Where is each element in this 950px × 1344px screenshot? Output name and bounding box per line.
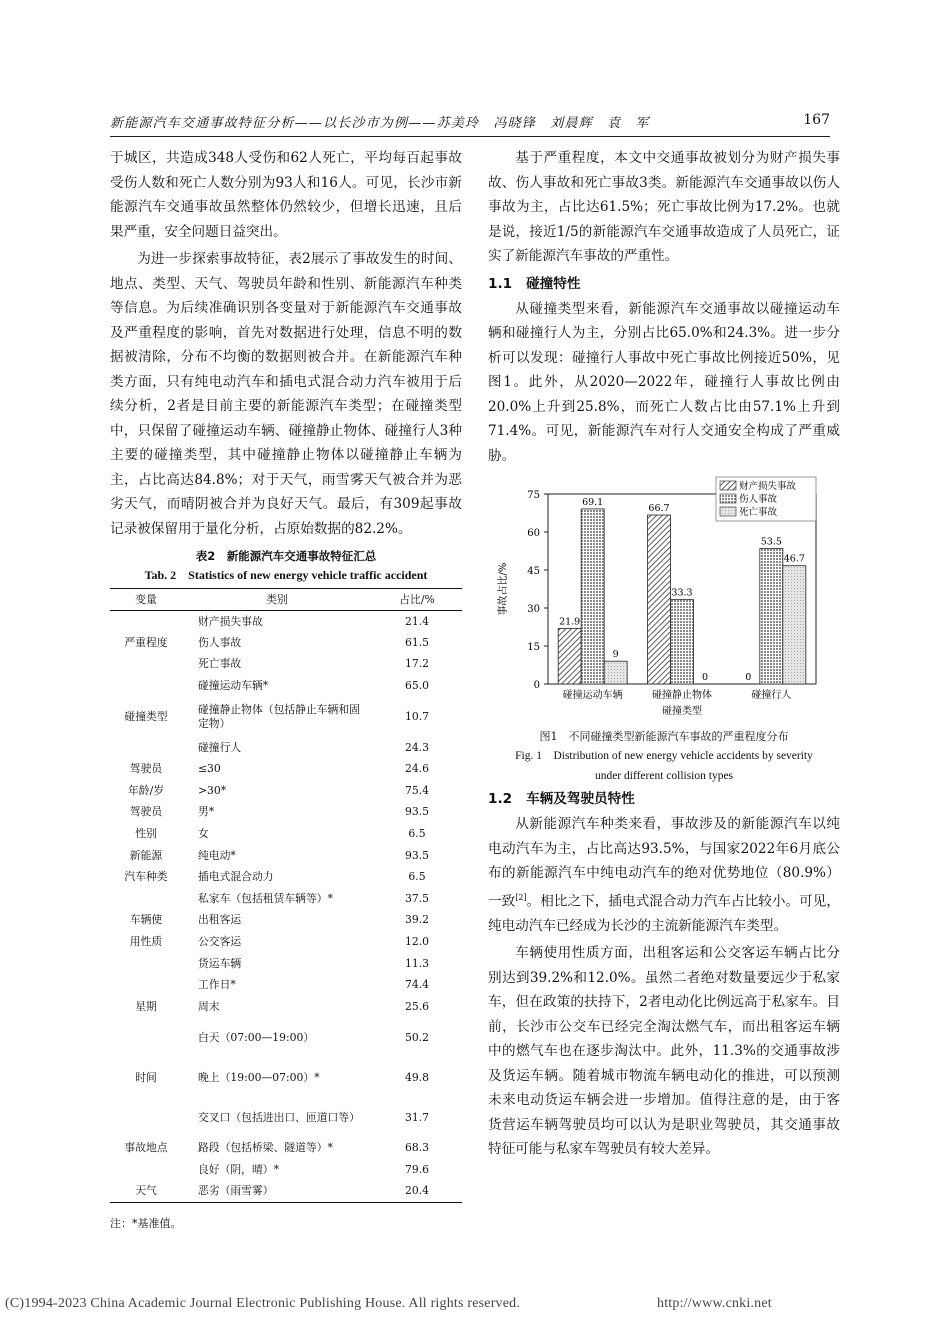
header-rule <box>110 136 830 137</box>
table-row <box>110 758 462 780</box>
right-paragraph-4: 车辆使用性质方面，出租客运和公交客运车辆占比分别达到39.2%和12.0%。虽然二者绝对数量要远少于私家车，但在政策的扶持下，2者电动化比例远高于私家车。目前，长沙市公交车已经完全淘汰燃气车，而出租客运车辆中的燃气车也在逐步淘汰中。此外，11.3%的交通事故涉及货运车辆。随着城市物流车辆电动化的推进，可以预测未来电动货运车辆会进一步增加。值得注意的是，由于客货营运车辆驾驶员均可以认为是职业驾驶员，其交通事故特征可能与私家车驾驶员有较大差异。 <box>488 945 840 1158</box>
page-number: 167 <box>803 112 830 128</box>
table-row <box>110 996 462 1018</box>
table-cell-variable: 严重程度 <box>124 635 168 649</box>
legend-label: 死亡事故 <box>739 507 778 518</box>
table-cell-percent: 75.4 <box>404 783 430 797</box>
table-cell-category: >30* <box>198 783 227 797</box>
table-cell-category: 私家车（包括租赁车辆等）* <box>198 891 333 905</box>
table-cell-variable: 用性质 <box>129 935 163 949</box>
table-cell-variable: 驾驶员 <box>129 762 163 776</box>
y-axis-label: 事故占比/% <box>498 562 509 616</box>
table-cell-category: 路段（包括桥梁、隧道等）* <box>198 1141 333 1155</box>
table-row <box>110 802 462 824</box>
left-column <box>110 146 462 1231</box>
header-percent: 占比/% <box>372 589 462 611</box>
table-cell-percent: 37.5 <box>404 891 430 905</box>
x-tick-label: 碰撞静止物体 <box>652 690 712 701</box>
table-row <box>110 866 462 888</box>
y-tick-label: 0 <box>533 680 540 691</box>
paragraph-text: 。相比之下，插电式混合动力汽车占比较小。可见，纯电动汽车已经成为长沙的主流新能源汽车类型。 <box>488 893 841 934</box>
section-1-2-heading <box>488 787 840 811</box>
header-variable: 变量 <box>110 589 182 611</box>
table-cell-percent: 74.4 <box>404 978 430 992</box>
table-cell-variable: 时间 <box>135 1070 157 1084</box>
table-cell-variable <box>110 611 182 633</box>
table-cell-percent: 10.7 <box>404 709 430 723</box>
bar <box>604 661 627 684</box>
right-column <box>488 146 840 1165</box>
table-cell-category: 男* <box>198 805 215 819</box>
table-row <box>110 780 462 802</box>
table-cell-category: 碰撞运动车辆* <box>198 679 269 693</box>
table-row <box>110 737 462 759</box>
table-cell-variable: 新能源 <box>129 848 163 862</box>
table-cell-variable: 事故地点 <box>124 1141 168 1155</box>
table-cell-percent: 79.6 <box>404 1162 430 1176</box>
table-cell-variable <box>110 675 182 697</box>
table-cell-variable <box>110 737 182 759</box>
table-cell-percent: 93.5 <box>404 805 430 819</box>
bar <box>671 600 694 684</box>
table-cell-category: 财产损失事故 <box>198 614 263 628</box>
bar-data-label: 0 <box>701 672 709 683</box>
y-tick-label: 45 <box>527 566 540 577</box>
bar <box>581 509 604 684</box>
table-row <box>110 697 462 737</box>
table-cell-percent: 12.0 <box>404 935 430 949</box>
table-cell-variable: 驾驶员 <box>129 805 163 819</box>
table-row <box>110 632 462 654</box>
table-cell-percent: 65.0 <box>404 679 430 693</box>
table-cell-category: 白天（07:00—19:00） <box>198 1030 315 1044</box>
figure-caption-en-1: Fig. 1 Distribution of new energy vehicle accidents by severity <box>515 750 813 762</box>
bar <box>558 629 581 684</box>
copyright-text: (C)1994-2023 China Academic Journal Electronic Publishing House. All rights reserved. <box>5 1296 521 1311</box>
table-cell-category: 恶劣（雨雪雾） <box>182 1181 372 1203</box>
table-row <box>110 823 462 845</box>
table-cell-percent: 20.4 <box>372 1181 462 1203</box>
table-cell-percent: 49.8 <box>404 1070 430 1084</box>
table-cell-variable: 车辆使 <box>129 913 163 927</box>
table-row <box>110 1138 462 1160</box>
header-category: 类别 <box>182 589 372 611</box>
table-cell-variable: 碰撞类型 <box>124 709 168 723</box>
table-row <box>110 888 462 910</box>
bar-data-label: 0 <box>745 672 752 683</box>
x-tick-label: 碰撞行人 <box>751 690 792 701</box>
table-cell-category: 晚上（19:00—07:00）* <box>198 1070 320 1084</box>
table-cell-category: ≤30 <box>198 762 221 776</box>
table-row <box>110 1098 462 1138</box>
section-1-1-heading <box>488 272 840 296</box>
table-cell-variable <box>110 1159 182 1181</box>
left-paragraph-1: 于城区，共造成348人受伤和62人死亡，平均每百起事故受伤人数和死亡人数分别为93人和16人。可见，长沙市新能源汽车交通事故虽然整体仍然较少，但增长迅速，且后果严重，安全问题日益突出。 <box>110 150 462 240</box>
table-cell-percent: 93.5 <box>404 848 430 862</box>
table-cell-category: 货运车辆 <box>198 956 242 970</box>
legend-swatch <box>720 481 736 490</box>
table-cell-variable: 年龄/岁 <box>127 783 165 797</box>
table-row <box>110 675 462 697</box>
table-row <box>110 654 462 676</box>
table-cell-category: 公交客运 <box>198 935 242 949</box>
table-caption-en: Tab. 2 Statistics of new energy vehicle traffic accident <box>144 568 428 582</box>
bar-data-label: 46.7 <box>783 553 805 565</box>
table-row <box>110 974 462 996</box>
running-title: 新能源汽车交通事故特征分析——以长沙市为例——苏美玲 冯晓锋 刘晨辉 袁 军 <box>110 116 650 131</box>
figure-1 <box>488 474 840 724</box>
bar-chart <box>488 474 840 724</box>
table-cell-category: 插电式混合动力 <box>198 870 274 884</box>
section-number: 1.1 <box>488 275 513 292</box>
table-cell-percent: 6.5 <box>408 827 426 841</box>
y-tick-label: 30 <box>527 604 540 615</box>
section-title: 碰撞特性 <box>526 275 581 292</box>
table-caption-cn: 表2 新能源汽车交通事故特征汇总 <box>195 549 377 563</box>
table-cell-percent: 39.2 <box>404 913 430 927</box>
bar-data-label: 69.1 <box>582 496 604 508</box>
table-cell-variable <box>110 953 182 975</box>
bar <box>648 515 671 684</box>
bar-data-label: 66.7 <box>648 503 670 515</box>
paragraph-text: 从新能源汽车种类来看，事故涉及的新能源汽车以纯电动汽车为主，占比高达93.5%，与国家2022年6月底公布的新能源汽车中纯电动汽车的绝对优势地位（80.9%）一致 <box>488 816 840 910</box>
table-cell-percent: 61.5 <box>404 635 430 649</box>
table-cell-category: 交叉口（包括进出口、匝道口等） <box>198 1110 360 1124</box>
table-cell-category: 纯电动* <box>198 848 236 862</box>
right-paragraph-2: 从碰撞类型来看，新能源汽车交通事故以碰撞运动车辆和碰撞行人为主，分别占比65.0%和24.3%。进一步分析可以发现：碰撞行人事故中死亡事故比例接近50%，见图1。此外，从2020—2022年，碰撞行人事故比例由20.0%上升到25.8%，而死亡人数占比由57.1%上升到71.4%。可见，新能源汽车对行人交通安全构成了严重威胁。 <box>488 300 840 464</box>
table-row <box>110 1018 462 1058</box>
table-cell-category: 伤人事故 <box>198 635 242 649</box>
table-row <box>110 931 462 953</box>
table-cell-category: 碰撞行人 <box>198 740 242 754</box>
section-number: 1.2 <box>488 791 513 807</box>
x-tick-label: 碰撞运动车辆 <box>562 690 623 701</box>
table-cell-category: 碰撞静止物体（包括静止车辆和固定物） <box>198 702 360 730</box>
x-axis-label: 碰撞类型 <box>662 706 702 717</box>
table-cell-percent: 25.6 <box>404 999 430 1013</box>
left-paragraph-2: 为进一步探索事故特征，表2展示了事故发生的时间、地点、类型、天气、驾驶员年龄和性别、新能源汽车种类等信息。为后续准确识别各变量对于新能源汽车交通事故及严重程度的影响，首先对数据进行处理，信息不明的数据被清除，分布不均衡的数据则被合并。在新能源汽车种类方面，只有纯电动汽车和插电式混合动力汽车被用于后续分析，2者是目前主要的新能源汽车类型；在碰撞类型中，只保留了碰撞运动车辆、碰撞静止物体、碰撞行人3种主要的碰撞类型，其中碰撞静止物体以碰撞静止车辆为主，占比高达84.8%；对于天气，雨雪雾天气被合并为恶劣天气，而晴阴被合并为良好天气。最后，有309起事故记录被保留用于量化分析，占原始数据的82.2%。 <box>110 251 462 537</box>
table-row <box>110 1159 462 1181</box>
table-cell-percent: 21.4 <box>404 614 430 628</box>
table-cell-percent: 11.3 <box>404 956 430 970</box>
bar-data-label: 9 <box>612 649 619 661</box>
page-footer <box>5 1296 772 1312</box>
table-cell-percent: 24.6 <box>404 762 430 776</box>
table-cell-variable <box>110 1098 182 1138</box>
table-cell-variable <box>110 1018 182 1058</box>
table-note: 注：*基准值。 <box>110 1216 182 1230</box>
table-cell-variable <box>110 654 182 676</box>
statistics-table <box>110 588 462 1203</box>
figure-caption-en-2: under different collision types <box>594 770 734 782</box>
section-title: 车辆及驾驶员特性 <box>526 791 635 807</box>
legend-label: 伤人事故 <box>739 494 778 505</box>
table-cell-percent: 31.7 <box>404 1110 430 1124</box>
table-cell-category: 周末 <box>198 999 220 1013</box>
right-paragraph-1: 基于严重程度，本文中交通事故被划分为财产损失事故、伤人事故和死亡事故3类。新能源汽车交通事故以伤人事故为主，占比达61.5%；死亡事故比例为17.2%。也就是说，接近1/5的新能源汽车交通事故造成了人员死亡，证实了新能源汽车事故的严重性。 <box>488 150 840 264</box>
table-cell-variable: 星期 <box>135 999 157 1013</box>
table-cell-variable: 汽车种类 <box>124 870 168 884</box>
legend-swatch <box>720 494 736 503</box>
bar-data-label: 53.5 <box>760 536 782 548</box>
legend-label: 财产损失事故 <box>739 481 797 492</box>
table-row <box>110 1181 462 1203</box>
table-cell-percent: 50.2 <box>404 1030 430 1044</box>
table-cell-category: 死亡事故 <box>198 657 242 671</box>
table-cell-percent: 17.2 <box>404 657 430 671</box>
table-row <box>110 845 462 867</box>
table-cell-percent: 24.3 <box>404 740 430 754</box>
table-cell-category: 出租客运 <box>198 913 242 927</box>
table-cell-category: 良好（阴，晴）* <box>198 1162 279 1176</box>
table-row <box>110 953 462 975</box>
table-header-row <box>110 589 462 611</box>
table-cell-variable <box>110 888 182 910</box>
bar-data-label: 33.3 <box>671 587 693 599</box>
table-cell-percent: 68.3 <box>404 1141 430 1155</box>
bar <box>783 566 806 684</box>
figure-caption-cn: 图1 不同碰撞类型新能源汽车事故的严重程度分布 <box>539 730 789 743</box>
table-cell-category: 工作日* <box>198 978 236 992</box>
y-tick-label: 60 <box>527 528 540 539</box>
table-cell-category: 女 <box>198 827 209 841</box>
table-cell-variable: 性别 <box>135 827 157 841</box>
table-row <box>110 1058 462 1098</box>
table-cell-percent: 6.5 <box>408 870 426 884</box>
footer-url[interactable]: http://www.cnki.net <box>657 1296 772 1311</box>
y-tick-label: 75 <box>527 490 540 501</box>
y-tick-label: 15 <box>527 642 540 653</box>
citation-ref[interactable]: [2] <box>515 892 527 902</box>
table-cell-variable <box>110 974 182 996</box>
bar-data-label: 21.9 <box>559 616 581 628</box>
table-cell-variable: 天气 <box>110 1181 182 1203</box>
bar <box>760 548 783 684</box>
running-header <box>110 112 830 134</box>
right-paragraph-3 <box>488 812 840 938</box>
table-row <box>110 611 462 633</box>
legend-swatch <box>720 507 736 516</box>
table-row <box>110 910 462 932</box>
